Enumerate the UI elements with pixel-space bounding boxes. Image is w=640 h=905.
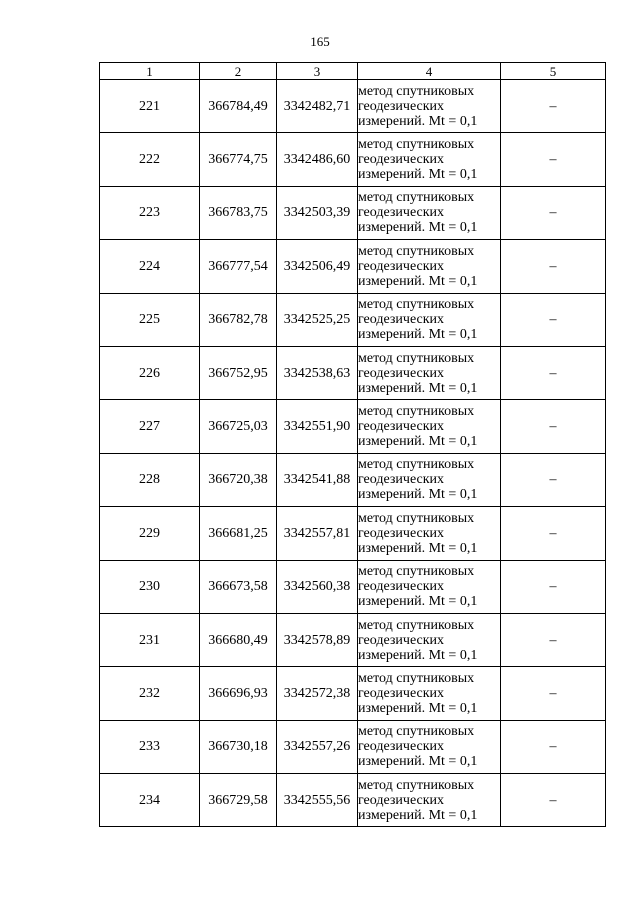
method-line: измерений. Mt = 0,1	[358, 487, 478, 503]
y-coordinate-cell: 3342503,39	[277, 186, 358, 239]
table-row	[100, 346, 606, 399]
table-row	[100, 133, 606, 186]
method-cell	[358, 453, 501, 506]
method-cell	[358, 720, 501, 773]
column-header-4: 4	[358, 63, 501, 80]
table-row	[100, 667, 606, 720]
method-cell	[358, 507, 501, 560]
method-line: метод спутниковых	[358, 564, 475, 580]
method-line: геодезических	[358, 579, 445, 595]
point-number-cell: 233	[100, 720, 200, 773]
method-line: измерений. Mt = 0,1	[358, 647, 478, 663]
method-line: геодезических	[358, 205, 445, 221]
method-line: геодезических	[358, 739, 445, 755]
y-coordinate-cell: 3342482,71	[277, 80, 358, 133]
point-number-cell: 228	[100, 453, 200, 506]
column-header-5: 5	[501, 63, 606, 80]
table-row	[100, 613, 606, 666]
x-coordinate-cell: 366752,95	[200, 346, 277, 399]
method-line: геодезических	[358, 472, 445, 488]
method-cell	[358, 667, 501, 720]
x-coordinate-cell: 366696,93	[200, 667, 277, 720]
method-cell	[358, 133, 501, 186]
method-line: геодезических	[358, 792, 445, 808]
point-number-cell: 225	[100, 293, 200, 346]
y-coordinate-cell: 3342557,81	[277, 507, 358, 560]
method-line: измерений. Mt = 0,1	[358, 754, 478, 770]
point-number-cell: 229	[100, 507, 200, 560]
x-coordinate-cell: 366782,78	[200, 293, 277, 346]
method-line: метод спутниковых	[358, 350, 475, 366]
y-coordinate-cell: 3342578,89	[277, 613, 358, 666]
table-row	[100, 293, 606, 346]
note-cell: –	[501, 80, 606, 133]
method-line: измерений. Mt = 0,1	[358, 594, 478, 610]
header-row	[100, 63, 606, 80]
method-line: измерений. Mt = 0,1	[358, 540, 478, 556]
x-coordinate-cell: 366680,49	[200, 613, 277, 666]
note-cell: –	[501, 613, 606, 666]
y-coordinate-cell: 3342525,25	[277, 293, 358, 346]
note-cell: –	[501, 133, 606, 186]
method-cell	[358, 186, 501, 239]
note-cell: –	[501, 240, 606, 293]
note-cell: –	[501, 293, 606, 346]
table-row	[100, 560, 606, 613]
method-cell	[358, 240, 501, 293]
method-line: геодезических	[358, 312, 445, 328]
note-cell: –	[501, 346, 606, 399]
method-line: измерений. Mt = 0,1	[358, 167, 478, 183]
table-row	[100, 240, 606, 293]
method-line: метод спутниковых	[358, 190, 475, 206]
method-line: измерений. Mt = 0,1	[358, 113, 478, 129]
method-line: метод спутниковых	[358, 457, 475, 473]
method-line: измерений. Mt = 0,1	[358, 220, 478, 236]
column-header-2: 2	[200, 63, 277, 80]
point-number-cell: 232	[100, 667, 200, 720]
method-line: метод спутниковых	[358, 510, 475, 526]
method-line: метод спутниковых	[358, 777, 475, 793]
y-coordinate-cell: 3342560,38	[277, 560, 358, 613]
note-cell: –	[501, 186, 606, 239]
method-cell	[358, 346, 501, 399]
note-cell: –	[501, 507, 606, 560]
point-number-cell: 230	[100, 560, 200, 613]
x-coordinate-cell: 366777,54	[200, 240, 277, 293]
note-cell: –	[501, 453, 606, 506]
x-coordinate-cell: 366774,75	[200, 133, 277, 186]
method-line: метод спутниковых	[358, 724, 475, 740]
table-body	[100, 80, 606, 827]
x-coordinate-cell: 366725,03	[200, 400, 277, 453]
point-number-cell: 226	[100, 346, 200, 399]
table-row	[100, 774, 606, 827]
page-number: 165	[310, 34, 330, 49]
method-cell	[358, 613, 501, 666]
x-coordinate-cell: 366730,18	[200, 720, 277, 773]
table-row	[100, 507, 606, 560]
point-number-cell: 231	[100, 613, 200, 666]
method-line: геодезических	[358, 525, 445, 541]
point-number-cell: 227	[100, 400, 200, 453]
x-coordinate-cell: 366783,75	[200, 186, 277, 239]
x-coordinate-cell: 366784,49	[200, 80, 277, 133]
note-cell: –	[501, 667, 606, 720]
method-cell	[358, 80, 501, 133]
point-number-cell: 234	[100, 774, 200, 827]
method-line: метод спутниковых	[358, 137, 475, 153]
table-header	[100, 63, 606, 80]
table-row	[100, 400, 606, 453]
y-coordinate-cell: 3342506,49	[277, 240, 358, 293]
table-row	[100, 720, 606, 773]
method-line: измерений. Mt = 0,1	[358, 434, 478, 450]
method-line: метод спутниковых	[358, 404, 475, 420]
table-row	[100, 453, 606, 506]
method-line: геодезических	[358, 258, 445, 274]
point-number-cell: 224	[100, 240, 200, 293]
method-cell	[358, 400, 501, 453]
y-coordinate-cell: 3342538,63	[277, 346, 358, 399]
note-cell: –	[501, 400, 606, 453]
note-cell: –	[501, 560, 606, 613]
method-line: метод спутниковых	[358, 297, 475, 313]
method-line: геодезических	[358, 685, 445, 701]
x-coordinate-cell: 366729,58	[200, 774, 277, 827]
x-coordinate-cell: 366681,25	[200, 507, 277, 560]
method-cell	[358, 293, 501, 346]
method-line: измерений. Mt = 0,1	[358, 273, 478, 289]
column-header-1: 1	[100, 63, 200, 80]
method-line: геодезических	[358, 419, 445, 435]
method-cell	[358, 560, 501, 613]
y-coordinate-cell: 3342557,26	[277, 720, 358, 773]
coordinates-table	[99, 62, 606, 827]
point-number-cell: 223	[100, 186, 200, 239]
note-cell: –	[501, 774, 606, 827]
table-row	[100, 80, 606, 133]
method-line: измерений. Mt = 0,1	[358, 807, 478, 823]
method-line: геодезических	[358, 98, 445, 114]
note-cell: –	[501, 720, 606, 773]
y-coordinate-cell: 3342555,56	[277, 774, 358, 827]
method-line: измерений. Mt = 0,1	[358, 380, 478, 396]
y-coordinate-cell: 3342486,60	[277, 133, 358, 186]
y-coordinate-cell: 3342572,38	[277, 667, 358, 720]
method-cell	[358, 774, 501, 827]
method-line: метод спутниковых	[358, 83, 475, 99]
x-coordinate-cell: 366720,38	[200, 453, 277, 506]
point-number-cell: 221	[100, 80, 200, 133]
method-line: геодезических	[358, 632, 445, 648]
column-header-3: 3	[277, 63, 358, 80]
point-number-cell: 222	[100, 133, 200, 186]
method-line: геодезических	[358, 152, 445, 168]
method-line: метод спутниковых	[358, 243, 475, 259]
method-line: измерений. Mt = 0,1	[358, 700, 478, 716]
y-coordinate-cell: 3342551,90	[277, 400, 358, 453]
method-line: метод спутниковых	[358, 617, 475, 633]
method-line: метод спутниковых	[358, 670, 475, 686]
method-line: измерений. Mt = 0,1	[358, 327, 478, 343]
table-row	[100, 186, 606, 239]
method-line: геодезических	[358, 365, 445, 381]
x-coordinate-cell: 366673,58	[200, 560, 277, 613]
y-coordinate-cell: 3342541,88	[277, 453, 358, 506]
